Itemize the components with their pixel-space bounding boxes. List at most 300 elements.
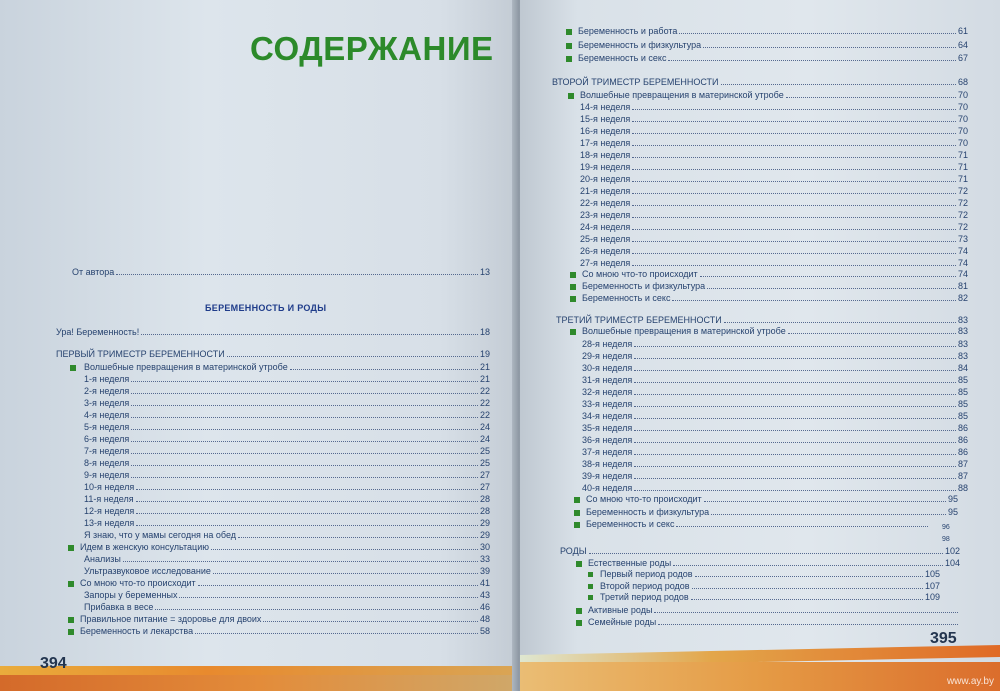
dot-leader	[654, 612, 958, 613]
toc-entry[interactable]	[84, 397, 490, 409]
toc-entry-page: 72	[957, 186, 968, 196]
toc-entry[interactable]	[578, 39, 968, 51]
toc-entry-label: 21-я неделя	[580, 186, 631, 196]
bullet-square-icon	[588, 595, 593, 600]
dot-leader	[136, 489, 478, 490]
toc-entry-label: 19-я неделя	[580, 162, 631, 172]
toc-entry[interactable]	[582, 362, 968, 374]
toc-entry[interactable]	[84, 373, 490, 385]
dot-leader	[632, 133, 956, 134]
toc-entry-label: Ультразвуковое исследование	[84, 566, 211, 576]
toc-entry-label: Беременность и работа	[578, 26, 678, 36]
toc-entry-label: Третий период родов	[600, 592, 689, 602]
dot-leader	[632, 181, 956, 182]
toc-entry-label: Анализы	[84, 554, 121, 564]
dot-leader	[213, 573, 478, 574]
toc-entry[interactable]	[80, 613, 490, 625]
dot-leader	[704, 501, 946, 502]
toc-entry[interactable]	[84, 457, 490, 469]
dot-leader	[672, 300, 956, 301]
dot-leader	[658, 624, 958, 625]
toc-entry-label: 32-я неделя	[582, 387, 633, 397]
toc-entry-label: Первый период родов	[600, 569, 693, 579]
toc-entry-label: Естественные роды	[588, 558, 672, 568]
toc-entry-label: 16-я неделя	[580, 126, 631, 136]
toc-entry-label: 26-я неделя	[580, 246, 631, 256]
toc-entry-page: 70	[957, 114, 968, 124]
bullet-square-icon	[576, 620, 582, 626]
bullet-square-icon	[570, 296, 576, 302]
toc-entry[interactable]	[84, 409, 490, 421]
toc-entry-label: 35-я неделя	[582, 423, 633, 433]
dot-leader	[721, 84, 956, 85]
dot-leader	[634, 418, 956, 419]
toc-entry-page: 86	[957, 435, 968, 445]
toc-entry[interactable]	[582, 350, 968, 362]
toc-entry-label: Беременность и секс	[582, 293, 671, 303]
toc-entry[interactable]	[580, 125, 968, 137]
toc-entry[interactable]	[84, 565, 490, 577]
toc-entry-label: Волшебные превращения в материнской утробе	[84, 362, 288, 372]
toc-entry[interactable]	[80, 625, 490, 637]
toc-entry-label: 4-я неделя	[84, 410, 130, 420]
toc-entry-page: 29	[479, 530, 490, 540]
toc-entry-page: 22	[479, 398, 490, 408]
bullet-square-icon	[566, 29, 572, 35]
toc-entry-label: ВТОРОЙ ТРИМЕСТР БЕРЕМЕННОСТИ	[552, 77, 719, 87]
toc-entry[interactable]	[56, 326, 490, 338]
left-bottom-stripe	[0, 666, 518, 675]
dot-leader	[290, 369, 478, 370]
toc-entry-page: 74	[957, 269, 968, 279]
bullet-square-icon	[570, 329, 576, 335]
toc-entry-label: Волшебные превращения в материнской утробе	[580, 90, 784, 100]
toc-entry-page: 83	[957, 339, 968, 349]
toc-entry[interactable]	[580, 245, 968, 257]
toc-entry[interactable]	[56, 348, 490, 360]
toc-entry-label: Беременность и физкультура	[582, 281, 706, 291]
dot-leader	[691, 599, 923, 600]
toc-entry-page: 18	[479, 327, 490, 337]
bullet-square-icon	[570, 272, 576, 278]
toc-entry[interactable]	[582, 410, 968, 422]
toc-entry-page: 68	[957, 77, 968, 87]
toc-entry-label: 24-я неделя	[580, 222, 631, 232]
toc-entry[interactable]	[582, 338, 968, 350]
toc-entry-label: 27-я неделя	[580, 258, 631, 268]
toc-entry-label: Второй период родов	[600, 581, 690, 591]
dot-leader	[634, 454, 956, 455]
toc-entry-label: 10-я неделя	[84, 482, 135, 492]
stray-page-number: 96	[942, 524, 950, 531]
toc-entry-label: Беременность и физкультура	[586, 507, 710, 517]
dot-leader	[634, 382, 956, 383]
toc-entry-label: Запоры у беременных	[84, 590, 178, 600]
toc-entry-label: 3-я неделя	[84, 398, 130, 408]
bullet-square-icon	[568, 93, 574, 99]
toc-entry-label: 18-я неделя	[580, 150, 631, 160]
bullet-square-icon	[570, 284, 576, 290]
toc-entry-page: 88	[957, 483, 968, 493]
toc-entry[interactable]	[580, 161, 968, 173]
toc-entry-label: 11-я неделя	[84, 494, 134, 504]
toc-entry[interactable]	[84, 469, 490, 481]
dot-leader	[634, 442, 956, 443]
toc-entry[interactable]	[582, 292, 968, 304]
toc-entry[interactable]	[580, 89, 968, 101]
toc-entry[interactable]	[580, 185, 968, 197]
dot-leader	[695, 576, 923, 577]
toc-entry-page: 70	[957, 126, 968, 136]
toc-entry-label: 30-я неделя	[582, 363, 633, 373]
bullet-square-icon	[588, 572, 593, 577]
dot-leader	[632, 121, 956, 122]
dot-leader	[634, 430, 956, 431]
toc-entry-page: 58	[479, 626, 490, 636]
toc-entry[interactable]	[600, 591, 940, 603]
toc-entry[interactable]	[580, 197, 968, 209]
toc-entry-page: 109	[924, 592, 940, 602]
toc-entry[interactable]	[582, 470, 968, 482]
bullet-square-icon	[68, 629, 74, 635]
toc-entry-label: Волшебные превращения в материнской утробе	[582, 326, 786, 336]
dot-leader	[634, 394, 956, 395]
toc-entry-page: 70	[957, 102, 968, 112]
toc-entry-page: 73	[957, 234, 968, 244]
dot-leader	[788, 333, 956, 334]
toc-entry[interactable]	[578, 52, 968, 64]
toc-entry-label: Правильное питание = здоровье для двоих	[80, 614, 262, 624]
toc-entry-page: 61	[957, 26, 968, 36]
dot-leader	[155, 609, 478, 610]
toc-entry[interactable]	[84, 505, 490, 517]
dot-leader	[634, 358, 956, 359]
toc-entry-page: 83	[957, 326, 968, 336]
toc-entry-label: Семейные роды	[588, 617, 657, 627]
toc-entry-page: 70	[957, 90, 968, 100]
toc-entry-label: 33-я неделя	[582, 399, 633, 409]
page-number-right: 395	[930, 630, 957, 647]
toc-entry-label: Со мною что-то происходит	[80, 578, 196, 588]
dot-leader	[634, 346, 956, 347]
dot-leader	[724, 322, 956, 323]
dot-leader	[131, 465, 478, 466]
bullet-square-icon	[588, 584, 593, 589]
toc-entry[interactable]	[80, 577, 490, 589]
dot-leader	[632, 217, 956, 218]
dot-leader	[707, 288, 956, 289]
toc-entry[interactable]	[580, 149, 968, 161]
toc-entry-page: 33	[479, 554, 490, 564]
toc-entry[interactable]	[84, 553, 490, 565]
toc-entry[interactable]	[582, 268, 968, 280]
toc-entry-page: 24	[479, 422, 490, 432]
toc-entry-page: 86	[957, 423, 968, 433]
dot-leader	[703, 47, 956, 48]
dot-leader	[676, 526, 928, 527]
toc-entry-label: 31-я неделя	[582, 375, 633, 385]
dot-leader	[131, 453, 478, 454]
right-page	[520, 0, 1000, 691]
toc-entry[interactable]	[84, 361, 490, 373]
dot-leader	[700, 276, 956, 277]
dot-leader	[198, 585, 478, 586]
toc-entry-label: 1-я неделя	[84, 374, 130, 384]
dot-leader	[131, 441, 478, 442]
toc-entry[interactable]	[586, 518, 930, 530]
bullet-square-icon	[574, 522, 580, 528]
bullet-square-icon	[68, 581, 74, 587]
toc-entry[interactable]	[84, 421, 490, 433]
toc-entry[interactable]	[580, 221, 968, 233]
toc-entry-label: ПЕРВЫЙ ТРИМЕСТР БЕРЕМЕННОСТИ	[56, 349, 225, 359]
toc-entry[interactable]	[588, 604, 960, 616]
toc-entry-label: Со мною что-то происходит	[586, 494, 702, 504]
toc-entry-label: 8-я неделя	[84, 458, 130, 468]
page-number-left: 394	[40, 655, 67, 672]
dot-leader	[632, 265, 956, 266]
toc-entry-page: 27	[479, 482, 490, 492]
toc-entry-page: 87	[957, 471, 968, 481]
dot-leader	[211, 549, 478, 550]
toc-entry[interactable]	[582, 434, 968, 446]
section-heading: БЕРЕМЕННОСТЬ И РОДЫ	[205, 303, 327, 313]
toc-entry-label: Идем в женскую консультацию	[80, 542, 209, 552]
toc-entry-label: Беременность и секс	[578, 53, 667, 63]
toc-entry[interactable]	[582, 422, 968, 434]
toc-entry-label: 20-я неделя	[580, 174, 631, 184]
toc-entry[interactable]	[84, 433, 490, 445]
toc-entry-page: 84	[957, 363, 968, 373]
toc-entry-page: 41	[479, 578, 490, 588]
dot-leader	[632, 253, 956, 254]
toc-entry-page: 86	[957, 447, 968, 457]
dot-leader	[179, 597, 478, 598]
dot-leader	[711, 514, 946, 515]
bullet-square-icon	[68, 545, 74, 551]
toc-entry[interactable]	[84, 589, 490, 601]
toc-entry[interactable]	[586, 506, 958, 518]
toc-entry[interactable]	[582, 458, 968, 470]
dot-leader	[634, 406, 956, 407]
toc-entry-page: 21	[479, 374, 490, 384]
toc-entry-page: 72	[957, 210, 968, 220]
toc-entry-label: Прибавка в весе	[84, 602, 154, 612]
toc-entry-page: 48	[479, 614, 490, 624]
toc-entry-page: 28	[479, 494, 490, 504]
dot-leader	[673, 565, 943, 566]
dot-leader	[131, 477, 478, 478]
bullet-square-icon	[70, 365, 76, 371]
stray-page-number: 98	[942, 536, 950, 543]
toc-entry[interactable]	[582, 446, 968, 458]
dot-leader	[131, 393, 478, 394]
watermark: www.ay.by	[946, 676, 994, 687]
dot-leader	[634, 370, 956, 371]
toc-entry-page: 72	[957, 198, 968, 208]
toc-entry-label: 6-я неделя	[84, 434, 130, 444]
toc-entry-label: 14-я неделя	[580, 102, 631, 112]
toc-entry-page: 70	[957, 138, 968, 148]
bullet-square-icon	[566, 43, 572, 49]
toc-entry-label: 17-я неделя	[580, 138, 631, 148]
toc-entry-label: 22-я неделя	[580, 198, 631, 208]
dot-leader	[632, 241, 956, 242]
dot-leader	[632, 229, 956, 230]
dot-leader	[136, 525, 478, 526]
dot-leader	[634, 466, 956, 467]
toc-entry-label: 25-я неделя	[580, 234, 631, 244]
toc-entry[interactable]	[84, 445, 490, 457]
dot-leader	[786, 97, 956, 98]
dot-leader	[141, 334, 478, 335]
toc-entry-label: 23-я неделя	[580, 210, 631, 220]
toc-entry[interactable]	[84, 493, 490, 505]
toc-entry-page: 71	[957, 174, 968, 184]
toc-entry[interactable]	[72, 266, 490, 278]
toc-entry[interactable]	[580, 113, 968, 125]
toc-entry-page: 102	[944, 546, 960, 556]
dot-leader	[692, 588, 923, 589]
toc-entry-label: 9-я неделя	[84, 470, 130, 480]
toc-entry-page: 71	[957, 162, 968, 172]
dot-leader	[136, 513, 478, 514]
toc-entry-label: РОДЫ	[560, 546, 587, 556]
toc-entry-label: От автора	[72, 267, 115, 277]
toc-entry-label: Активные роды	[588, 605, 653, 615]
toc-entry[interactable]	[552, 76, 968, 88]
toc-entry[interactable]	[600, 568, 940, 580]
toc-entry-label: 2-я неделя	[84, 386, 130, 396]
toc-entry-page: 13	[479, 267, 490, 277]
toc-entry-page: 85	[957, 375, 968, 385]
toc-entry-label: 37-я неделя	[582, 447, 633, 457]
toc-entry-page: 39	[479, 566, 490, 576]
toc-entry[interactable]	[84, 481, 490, 493]
dot-leader	[238, 537, 478, 538]
toc-entry[interactable]	[582, 386, 968, 398]
toc-entry-page: 25	[479, 446, 490, 456]
contents-title: СОДЕРЖАНИЕ	[250, 30, 494, 67]
dot-leader	[131, 417, 478, 418]
dot-leader	[123, 561, 478, 562]
dot-leader	[632, 145, 956, 146]
toc-entry[interactable]	[580, 173, 968, 185]
left-bottom-stripe-lower	[0, 675, 518, 691]
bullet-square-icon	[576, 608, 582, 614]
toc-entry-page: 29	[479, 518, 490, 528]
toc-entry[interactable]	[580, 137, 968, 149]
dot-leader	[634, 478, 956, 479]
toc-entry[interactable]	[580, 209, 968, 221]
toc-entry-page: 43	[479, 590, 490, 600]
bullet-square-icon	[574, 497, 580, 503]
toc-entry-label: 15-я неделя	[580, 114, 631, 124]
toc-entry-page: 85	[957, 399, 968, 409]
toc-entry-page: 46	[479, 602, 490, 612]
toc-entry[interactable]	[582, 374, 968, 386]
toc-entry[interactable]	[80, 541, 490, 553]
toc-entry[interactable]	[582, 325, 968, 337]
toc-entry[interactable]	[582, 398, 968, 410]
toc-entry-page: 19	[479, 349, 490, 359]
dot-leader	[634, 490, 956, 491]
toc-entry[interactable]	[588, 616, 960, 628]
toc-entry[interactable]	[84, 529, 490, 541]
toc-entry-page: 27	[479, 470, 490, 480]
dot-leader	[632, 193, 956, 194]
toc-entry-page: 28	[479, 506, 490, 516]
dot-leader	[131, 405, 478, 406]
toc-entry[interactable]	[84, 601, 490, 613]
toc-entry-label: 7-я неделя	[84, 446, 130, 456]
toc-entry-page: 24	[479, 434, 490, 444]
toc-entry-label: 40-я неделя	[582, 483, 633, 493]
toc-entry-page: 85	[957, 411, 968, 421]
toc-entry-label: Со мною что-то происходит	[582, 269, 698, 279]
dot-leader	[136, 501, 478, 502]
toc-entry-page: 22	[479, 386, 490, 396]
toc-entry-page: 30	[479, 542, 490, 552]
toc-entry[interactable]	[580, 101, 968, 113]
dot-leader	[632, 157, 956, 158]
toc-entry-page: 81	[957, 281, 968, 291]
bullet-square-icon	[566, 56, 572, 62]
dot-leader	[589, 553, 943, 554]
toc-entry-page: 95	[947, 494, 958, 504]
toc-entry-page: 21	[479, 362, 490, 372]
toc-entry[interactable]	[84, 385, 490, 397]
right-bottom-stripe-lower	[520, 662, 1000, 691]
toc-entry-label: Беременность и секс	[586, 519, 675, 529]
toc-entry-label: 36-я неделя	[582, 435, 633, 445]
toc-entry-page: 83	[957, 315, 968, 325]
toc-entry[interactable]	[580, 233, 968, 245]
bullet-square-icon	[574, 510, 580, 516]
toc-entry-page: 87	[957, 459, 968, 469]
toc-entry-page: 67	[957, 53, 968, 63]
dot-leader	[632, 205, 956, 206]
dot-leader	[668, 60, 956, 61]
toc-entry-label: Беременность и лекарства	[80, 626, 194, 636]
toc-entry-page: 72	[957, 222, 968, 232]
toc-entry-page: 25	[479, 458, 490, 468]
toc-entry[interactable]	[582, 280, 968, 292]
dot-leader	[263, 621, 478, 622]
toc-entry-page: 104	[944, 558, 960, 568]
toc-entry-label: 13-я неделя	[84, 518, 135, 528]
toc-entry-page: 83	[957, 351, 968, 361]
toc-entry[interactable]	[84, 517, 490, 529]
toc-entry-label: Беременность и физкультура	[578, 40, 702, 50]
toc-entry[interactable]	[578, 25, 968, 37]
toc-entry-label: 12-я неделя	[84, 506, 135, 516]
toc-entry[interactable]	[560, 545, 960, 557]
toc-entry[interactable]	[586, 493, 958, 505]
toc-entry-label: 5-я неделя	[84, 422, 130, 432]
toc-entry-page: 85	[957, 387, 968, 397]
toc-entry-page: 74	[957, 246, 968, 256]
toc-entry-label: Я знаю, что у мамы сегодня на обед	[84, 530, 237, 540]
dot-leader	[679, 33, 956, 34]
toc-entry-label: ТРЕТИЙ ТРИМЕСТР БЕРЕМЕННОСТИ	[556, 315, 722, 325]
dot-leader	[131, 429, 478, 430]
toc-entry-page: 82	[957, 293, 968, 303]
dot-leader	[131, 381, 478, 382]
toc-entry-page: 64	[957, 40, 968, 50]
toc-entry-label: 38-я неделя	[582, 459, 633, 469]
toc-entry-label: 28-я неделя	[582, 339, 633, 349]
